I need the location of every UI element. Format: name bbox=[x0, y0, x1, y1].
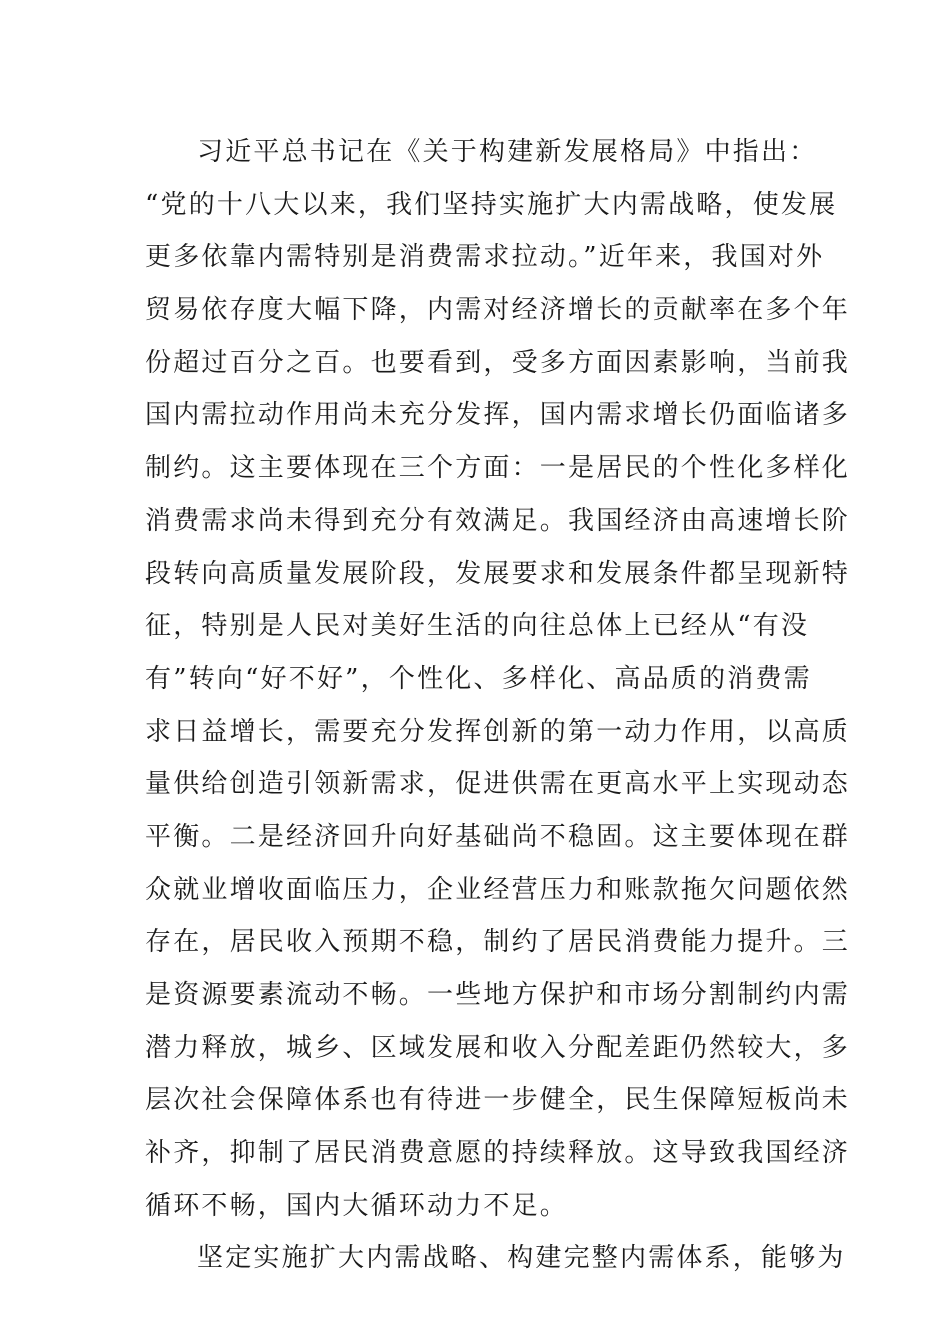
paragraph-line: “党的十八大以来，我们坚持实施扩大内需战略，使发展 bbox=[145, 189, 838, 220]
paragraph-line: 消费需求尚未得到充分有效满足。我国经济由高速增长阶 bbox=[145, 505, 851, 536]
paragraph-line: 众就业增收面临压力，企业经营压力和账款拖欠问题依然 bbox=[145, 874, 851, 905]
paragraph-line: 循环不畅，国内大循环动力不足。 bbox=[145, 1190, 569, 1221]
document-body bbox=[145, 126, 851, 1285]
paragraph-line: 有”转向“好不好”，个性化、多样化、高品质的消费需 bbox=[145, 663, 812, 694]
paragraph-line: 量供给创造引领新需求，促进供需在更高水平上实现动态 bbox=[145, 769, 851, 800]
paragraph-line: 更多依靠内需特别是消费需求拉动。”近年来，我国对外 bbox=[145, 242, 825, 273]
paragraph-line: 坚定实施扩大内需战略、构建完整内需体系，能够为 bbox=[197, 1243, 846, 1274]
paragraph-line: 补齐，抑制了居民消费意愿的持续释放。这导致我国经济 bbox=[145, 1138, 851, 1169]
paragraph-line: 段转向高质量发展阶段，发展要求和发展条件都呈现新特 bbox=[145, 558, 851, 589]
paragraph-line: 制约。这主要体现在三个方面：一是居民的个性化多样化 bbox=[145, 453, 851, 484]
paragraph-line: 份超过百分之百。也要看到，受多方面因素影响，当前我 bbox=[145, 347, 851, 378]
paragraph-line: 国内需拉动作用尚未充分发挥，国内需求增长仍面临诸多 bbox=[145, 400, 851, 431]
paragraph-line: 求日益增长，需要充分发挥创新的第一动力作用，以高质 bbox=[145, 716, 851, 747]
paragraph-line: 贸易依存度大幅下降，内需对经济增长的贡献率在多个年 bbox=[145, 295, 851, 326]
paragraph-2 bbox=[145, 1232, 846, 1285]
paragraph-line: 层次社会保障体系也有待进一步健全，民生保障短板尚未 bbox=[145, 1085, 851, 1116]
paragraph-line: 平衡。二是经济回升向好基础尚不稳固。这主要体现在群 bbox=[145, 821, 851, 852]
paragraph-line: 潜力释放，城乡、区域发展和收入分配差距仍然较大，多 bbox=[145, 1032, 851, 1063]
paragraph-line: 存在，居民收入预期不稳，制约了居民消费能力提升。三 bbox=[145, 927, 851, 958]
paragraph-line: 习近平总书记在《关于构建新发展格局》中指出： bbox=[197, 137, 818, 167]
paragraph-line: 是资源要素流动不畅。一些地方保护和市场分割制约内需 bbox=[145, 980, 851, 1010]
paragraph-line: 征，特别是人民对美好生活的向往总体上已经从“有没 bbox=[145, 611, 810, 642]
paragraph-1 bbox=[145, 126, 851, 1232]
